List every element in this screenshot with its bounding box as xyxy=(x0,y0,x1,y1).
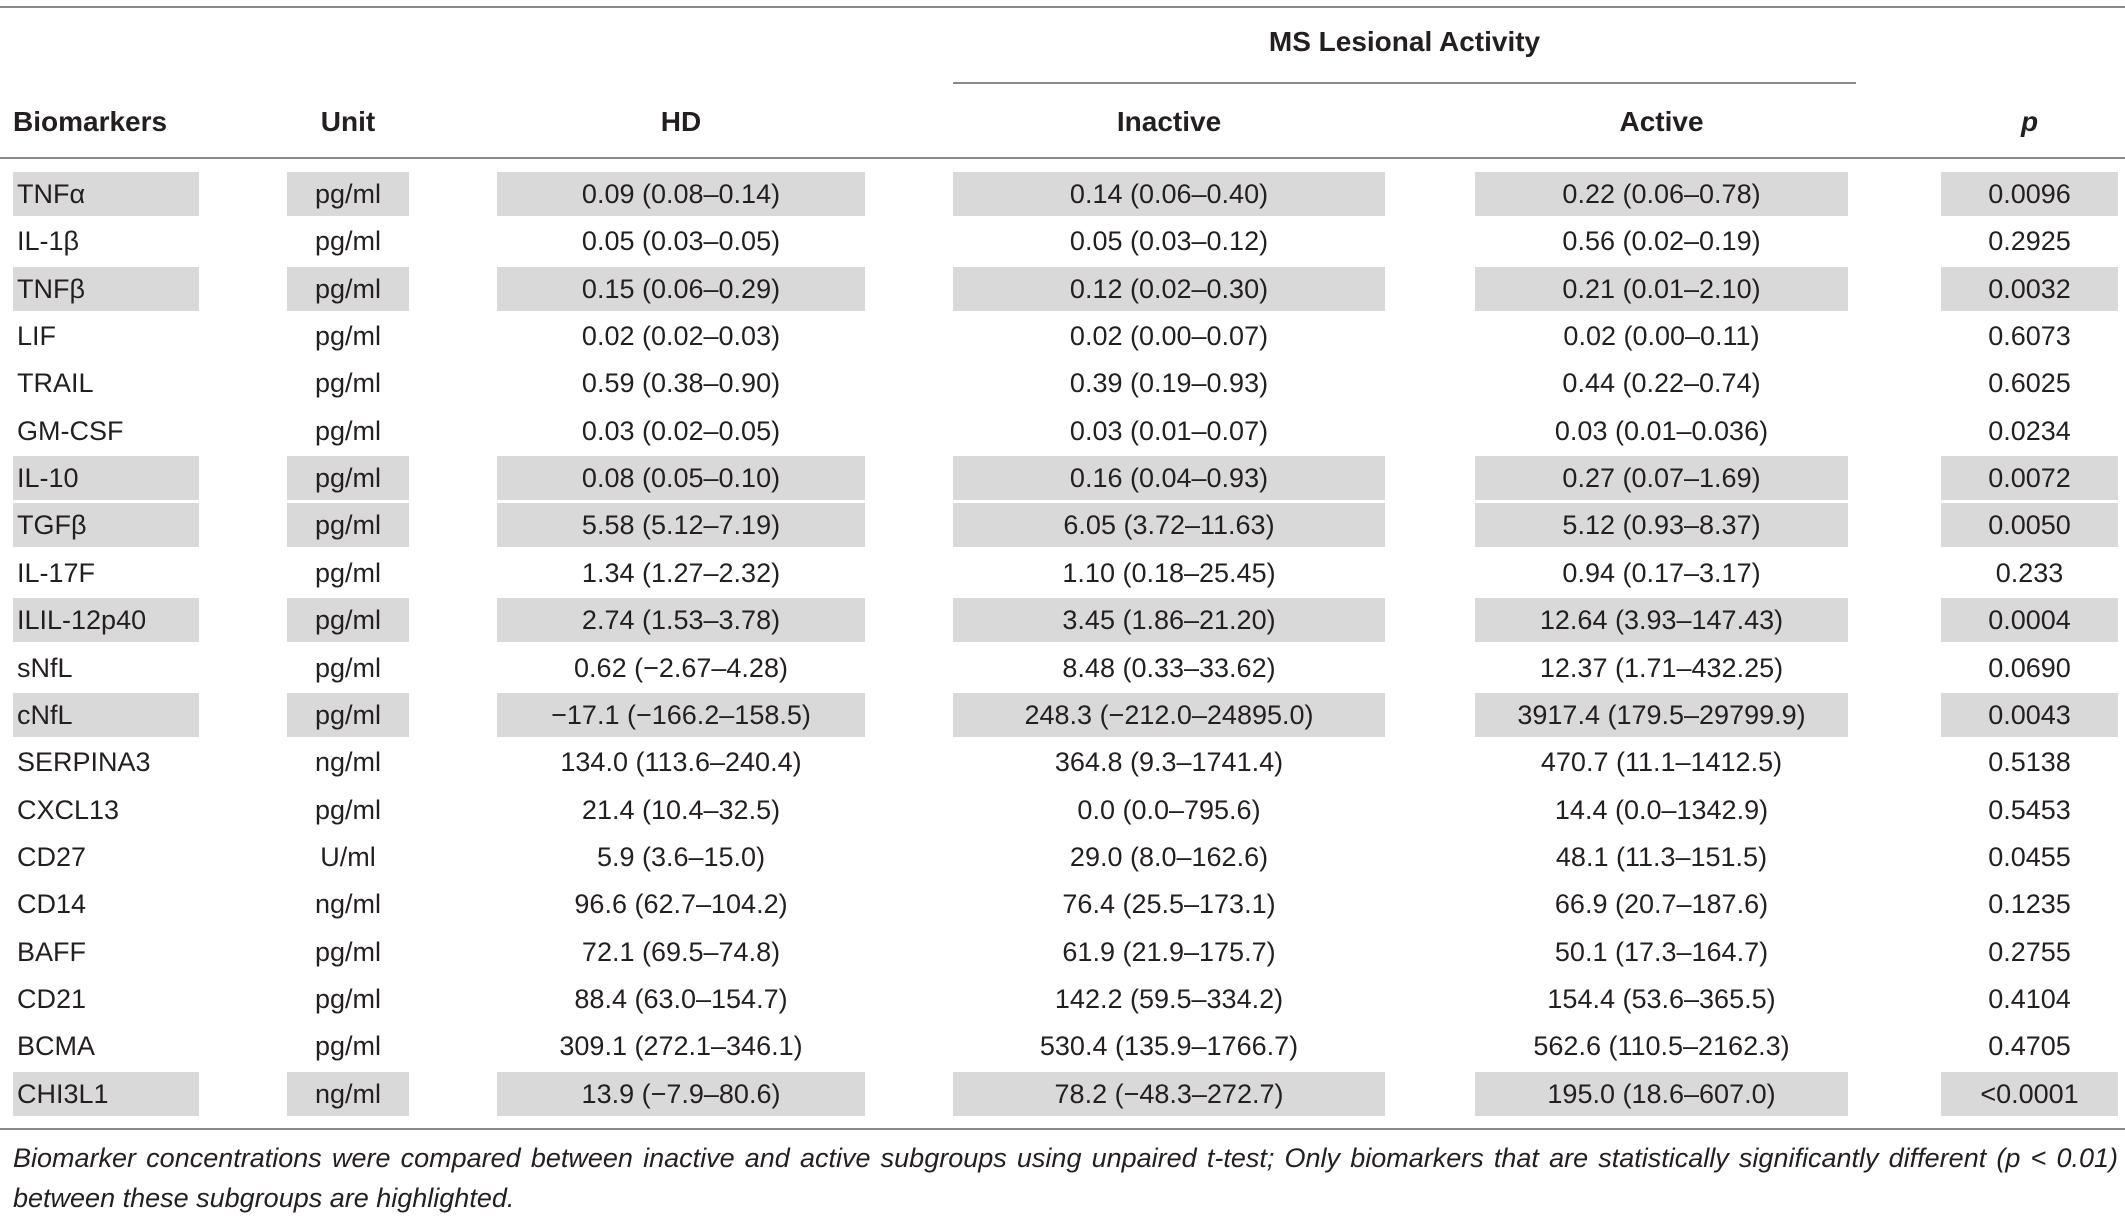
table-row xyxy=(0,644,2125,691)
unit-cell: ng/ml xyxy=(314,889,382,920)
table-row xyxy=(0,265,2125,312)
p-value-cell: 0.0043 xyxy=(1941,693,2118,737)
hd-cell: 2.74 (1.53–3.78) xyxy=(497,598,865,642)
hd-cell: 5.58 (5.12–7.19) xyxy=(497,503,865,547)
unit-cell: pg/ml xyxy=(287,267,409,311)
unit-cell: pg/ml xyxy=(314,415,382,446)
inactive-cell: 8.48 (0.33–33.62) xyxy=(1062,652,1276,683)
unit-cell: pg/ml xyxy=(287,456,409,500)
hd-cell: 88.4 (63.0–154.7) xyxy=(574,983,788,1014)
p-value-cell: 0.2755 xyxy=(1988,936,2071,967)
active-cell: 0.44 (0.22–0.74) xyxy=(1562,368,1761,399)
biomarker-cell: CXCL13 xyxy=(17,794,120,825)
p-value-cell: 0.4104 xyxy=(1988,983,2071,1014)
hd-cell: 309.1 (272.1–346.1) xyxy=(559,1031,803,1062)
hd-cell: 0.59 (0.38–0.90) xyxy=(581,368,781,399)
inactive-cell: 530.4 (135.9–1766.7) xyxy=(1039,1031,1299,1062)
unit-cell: pg/ml xyxy=(314,983,382,1014)
biomarker-cell: sNfL xyxy=(17,652,73,683)
active-cell: 12.64 (3.93–147.43) xyxy=(1475,598,1848,642)
hd-cell: 1.34 (1.27–2.32) xyxy=(581,557,781,588)
hd-cell: 72.1 (69.5–74.8) xyxy=(581,936,781,967)
active-cell: 0.27 (0.07–1.69) xyxy=(1475,456,1848,500)
biomarker-cell: IL-10 xyxy=(13,456,199,500)
group-underline xyxy=(953,82,1856,84)
inactive-cell: 0.14 (0.06–0.40) xyxy=(953,172,1385,216)
biomarker-cell: IL-17F xyxy=(17,557,96,588)
unit-cell: pg/ml xyxy=(314,652,382,683)
table-row xyxy=(0,738,2125,785)
p-value-cell: 0.0050 xyxy=(1941,503,2118,547)
inactive-cell: 142.2 (59.5–334.2) xyxy=(1054,983,1284,1014)
p-value-cell: 0.5453 xyxy=(1988,794,2071,825)
unit-cell: pg/ml xyxy=(314,368,382,399)
hd-cell: 0.62 (−2.67–4.28) xyxy=(574,652,788,683)
biomarker-cell: ILIL-12p40 xyxy=(13,598,199,642)
active-cell: 3917.4 (179.5–29799.9) xyxy=(1475,693,1848,737)
table-row xyxy=(0,1070,2125,1117)
active-cell: 14.4 (0.0–1342.9) xyxy=(1554,794,1769,825)
table-row xyxy=(0,217,2125,264)
active-cell: 0.21 (0.01–2.10) xyxy=(1475,267,1848,311)
unit-cell: U/ml xyxy=(320,841,376,872)
col-header-p: p xyxy=(2020,106,2039,137)
active-cell: 50.1 (17.3–164.7) xyxy=(1554,936,1769,967)
biomarker-cell: CD14 xyxy=(17,889,87,920)
table-row xyxy=(0,786,2125,833)
table-row xyxy=(0,975,2125,1022)
unit-cell: pg/ml xyxy=(287,598,409,642)
hd-cell: 0.09 (0.08–0.14) xyxy=(497,172,865,216)
p-value-cell: 0.0455 xyxy=(1988,841,2071,872)
p-value-cell: 0.6073 xyxy=(1988,321,2071,352)
p-value-cell: <0.0001 xyxy=(1941,1072,2118,1116)
hd-cell: 134.0 (113.6–240.4) xyxy=(560,747,802,778)
table-row xyxy=(0,691,2125,738)
hd-cell: 0.15 (0.06–0.29) xyxy=(497,267,865,311)
table-row xyxy=(0,549,2125,596)
p-value-cell: 0.2925 xyxy=(1988,226,2071,257)
active-cell: 0.02 (0.00–0.11) xyxy=(1563,321,1760,352)
biomarker-cell: BCMA xyxy=(17,1031,96,1062)
biomarker-cell: cNfL xyxy=(13,693,199,737)
table-row xyxy=(0,359,2125,406)
active-cell: 0.56 (0.02–0.19) xyxy=(1562,226,1761,257)
col-header-unit: Unit xyxy=(320,106,376,137)
unit-cell: pg/ml xyxy=(287,693,409,737)
active-cell: 154.4 (53.6–365.5) xyxy=(1547,983,1776,1014)
hd-cell: 96.6 (62.7–104.2) xyxy=(574,889,788,920)
header-bottom-rule xyxy=(0,157,2125,159)
p-value-cell: 0.0234 xyxy=(1988,415,2071,446)
p-value-cell: 0.0072 xyxy=(1941,456,2118,500)
top-rule xyxy=(0,6,2125,8)
p-value-cell: 0.4705 xyxy=(1988,1031,2071,1062)
biomarker-cell: GM-CSF xyxy=(17,415,124,446)
p-value-cell: 0.0004 xyxy=(1941,598,2118,642)
unit-cell: pg/ml xyxy=(314,557,382,588)
active-cell: 12.37 (1.71–432.25) xyxy=(1539,652,1784,683)
biomarker-cell: LIF xyxy=(17,321,57,352)
biomarker-cell: TRAIL xyxy=(17,368,94,399)
inactive-cell: 61.9 (21.9–175.7) xyxy=(1062,936,1276,967)
p-value-cell: 0.233 xyxy=(1995,557,2064,588)
active-cell: 0.03 (0.01–0.036) xyxy=(1554,415,1769,446)
inactive-cell: 0.12 (0.02–0.30) xyxy=(953,267,1385,311)
hd-cell: 0.05 (0.03–0.05) xyxy=(581,226,781,257)
inactive-cell: 3.45 (1.86–21.20) xyxy=(953,598,1385,642)
inactive-cell: 0.39 (0.19–0.93) xyxy=(1069,368,1269,399)
biomarker-cell: IL-1β xyxy=(17,226,80,257)
biomarker-cell: SERPINA3 xyxy=(17,747,151,778)
active-cell: 48.1 (11.3–151.5) xyxy=(1555,841,1768,872)
biomarker-cell: CD21 xyxy=(17,983,87,1014)
table-row xyxy=(0,1022,2125,1069)
table-row xyxy=(0,312,2125,359)
unit-cell: pg/ml xyxy=(314,794,382,825)
col-header-inactive: Inactive xyxy=(1116,106,1222,137)
biomarker-cell: CD27 xyxy=(17,841,87,872)
unit-cell: ng/ml xyxy=(287,1072,409,1116)
hd-cell: 0.08 (0.05–0.10) xyxy=(497,456,865,500)
inactive-cell: 0.02 (0.00–0.07) xyxy=(1069,321,1269,352)
group-header-ms-lesional-activity: MS Lesional Activity xyxy=(1268,26,1541,57)
active-cell: 195.0 (18.6–607.0) xyxy=(1475,1072,1848,1116)
table-row xyxy=(0,833,2125,880)
biomarker-cell: CHI3L1 xyxy=(13,1072,199,1116)
p-value-cell: 0.0032 xyxy=(1941,267,2118,311)
table-footnote: Biomarker concentrations were compared between inactive and active subgroups using unpaired t-test; Only biomarkers that are statistically significantly different (p < 0.01) between these subgroups are highlighted. xyxy=(13,1143,2118,1213)
hd-cell: 5.9 (3.6–15.0) xyxy=(596,841,766,872)
inactive-cell: 29.0 (8.0–162.6) xyxy=(1069,841,1269,872)
unit-cell: pg/ml xyxy=(314,1031,382,1062)
col-header-biomarkers: Biomarkers xyxy=(13,106,168,137)
inactive-cell: 0.16 (0.04–0.93) xyxy=(953,456,1385,500)
p-value-cell: 0.0096 xyxy=(1941,172,2118,216)
hd-cell: 0.03 (0.02–0.05) xyxy=(581,415,781,446)
inactive-cell: 0.05 (0.03–0.12) xyxy=(1069,226,1269,257)
active-cell: 5.12 (0.93–8.37) xyxy=(1475,503,1848,547)
p-value-cell: 0.1235 xyxy=(1988,889,2071,920)
active-cell: 470.7 (11.1–1412.5) xyxy=(1540,747,1783,778)
p-value-cell: 0.5138 xyxy=(1988,747,2071,778)
table-bottom-rule xyxy=(0,1128,2125,1130)
unit-cell: pg/ml xyxy=(314,321,382,352)
active-cell: 562.6 (110.5–2162.3) xyxy=(1533,1031,1790,1062)
table-row xyxy=(0,170,2125,217)
hd-cell: 21.4 (10.4–32.5) xyxy=(581,794,781,825)
inactive-cell: 248.3 (−212.0–24895.0) xyxy=(953,693,1385,737)
unit-cell: pg/ml xyxy=(314,226,382,257)
hd-cell: 0.02 (0.02–0.03) xyxy=(581,321,781,352)
active-cell: 0.22 (0.06–0.78) xyxy=(1475,172,1848,216)
inactive-cell: 364.8 (9.3–1741.4) xyxy=(1054,747,1284,778)
p-value-cell: 0.6025 xyxy=(1988,368,2071,399)
hd-cell: 13.9 (−7.9–80.6) xyxy=(497,1072,865,1116)
table-row xyxy=(0,407,2125,454)
inactive-cell: 0.0 (0.0–795.6) xyxy=(1077,794,1261,825)
biomarker-cell: TNFβ xyxy=(13,267,199,311)
unit-cell: pg/ml xyxy=(314,936,382,967)
col-header-active: Active xyxy=(1619,106,1704,137)
biomarker-cell: BAFF xyxy=(17,936,87,967)
unit-cell: ng/ml xyxy=(314,747,382,778)
unit-cell: pg/ml xyxy=(287,503,409,547)
biomarker-cell: TGFβ xyxy=(13,503,199,547)
inactive-cell: 6.05 (3.72–11.63) xyxy=(953,503,1385,547)
hd-cell: −17.1 (−166.2–158.5) xyxy=(497,693,865,737)
inactive-cell: 78.2 (−48.3–272.7) xyxy=(953,1072,1385,1116)
active-cell: 0.94 (0.17–3.17) xyxy=(1562,557,1761,588)
unit-cell: pg/ml xyxy=(287,172,409,216)
biomarker-cell: TNFα xyxy=(13,172,199,216)
table-row xyxy=(0,880,2125,927)
active-cell: 66.9 (20.7–187.6) xyxy=(1554,889,1769,920)
table-row xyxy=(0,501,2125,548)
p-value-cell: 0.0690 xyxy=(1988,652,2071,683)
col-header-hd: HD xyxy=(660,106,702,137)
table-row xyxy=(0,928,2125,975)
table-row xyxy=(0,596,2125,643)
inactive-cell: 1.10 (0.18–25.45) xyxy=(1062,557,1276,588)
table-row xyxy=(0,454,2125,501)
inactive-cell: 0.03 (0.01–0.07) xyxy=(1069,415,1269,446)
inactive-cell: 76.4 (25.5–173.1) xyxy=(1062,889,1276,920)
